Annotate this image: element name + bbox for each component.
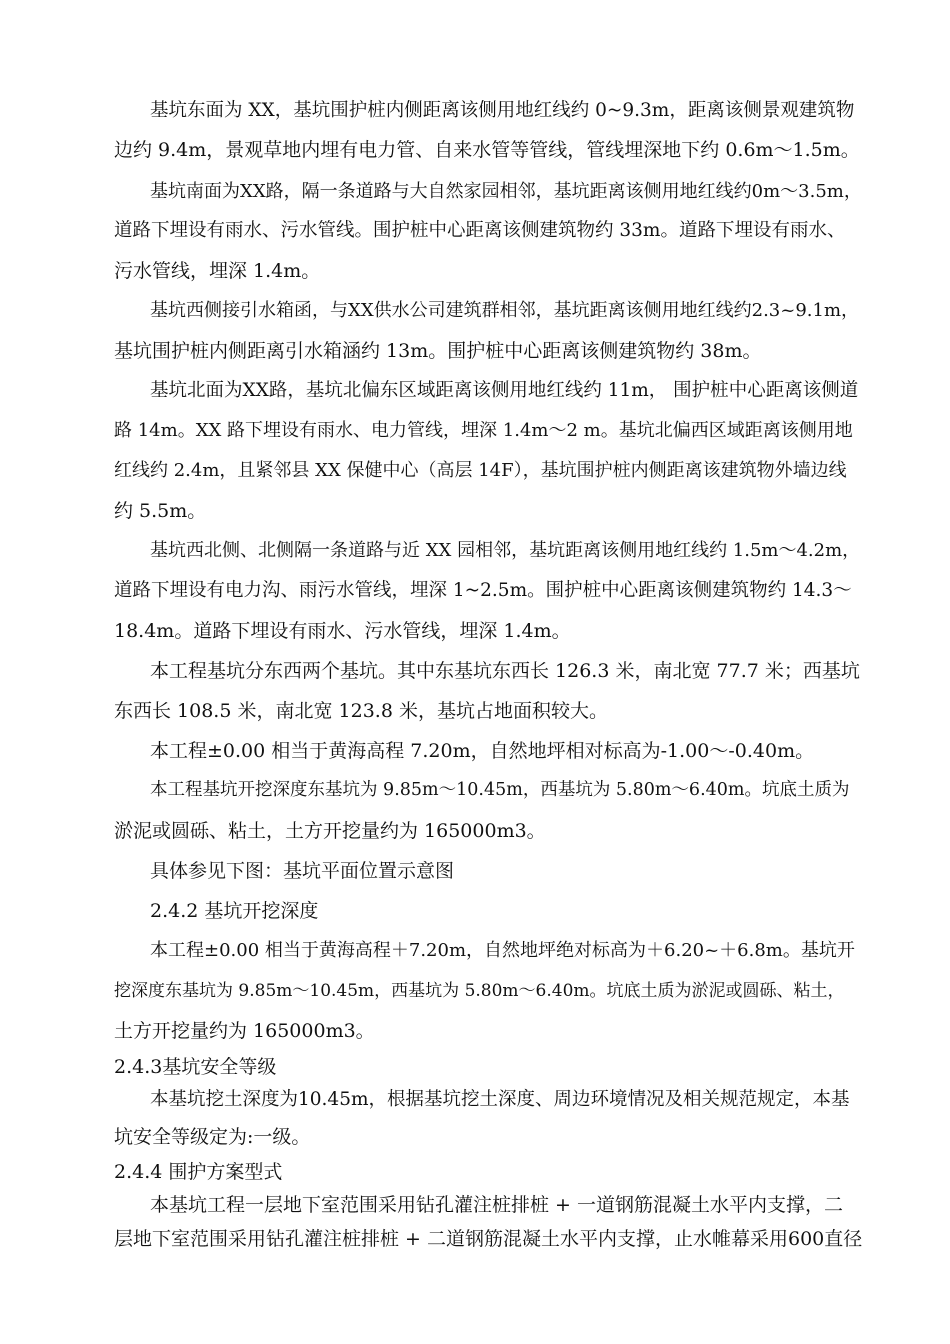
paragraph-line: 本工程基坑分东西两个基坑。其中东基坑东西长 126.3 米，南北宽 77.7 米；西基坑 [150, 660, 860, 682]
paragraph-line: 本工程基坑开挖深度东基坑为 9.85m～10.45m，西基坑为 5.80m～6.40m。坑底土质为 [150, 780, 850, 800]
paragraph-line: 基坑东面为 XX，基坑围护桩内侧距离该侧用地红线约 0~9.3m，距离该侧景观建筑物 [150, 100, 855, 121]
paragraph-line: 土方开挖量约为 165000m3。 [114, 1020, 375, 1042]
paragraph-line: 路 14m。XX 路下埋设有雨水、电力管线，埋深 1.4m～2 m。基坑北偏西区域距离该侧用地 [114, 420, 853, 441]
paragraph-line: 基坑南面为XX路，隔一条道路与大自然家园相邻，基坑距离该侧用地红线约0m～3.5m， [150, 181, 862, 202]
paragraph-line: 约 5.5m。 [114, 500, 207, 522]
paragraph-line: 道路下埋设有雨水、污水管线。围护桩中心距离该侧建筑物约 33m。道路下埋设有雨水、 [114, 220, 846, 241]
paragraph-line: 具体参见下图：基坑平面位置示意图 [150, 860, 455, 882]
paragraph-line: 污水管线，埋深 1.4m。 [114, 260, 321, 282]
paragraph-line: 本工程±0.00 相当于黄海高程 7.20m，自然地坪相对标高为-1.00～-0.40m。 [150, 740, 815, 762]
paragraph-line: 本基坑挖土深度为10.45m，根据基坑挖土深度、周边环境情况及相关规范规定，本基 [150, 1089, 850, 1110]
paragraph-line: 本基坑工程一层地下室范围采用钻孔灌注桩排桩 + 一道钢筋混凝土水平内支撑，二 [150, 1194, 844, 1216]
section-heading: 2.4.3基坑安全等级 [114, 1056, 277, 1078]
paragraph-line: 红线约 2.4m，且紧邻县 XX 保健中心（高层 14F），基坑围护桩内侧距离该建筑物外墙边线 [114, 460, 847, 481]
paragraph-line: 基坑西侧接引水箱函，与XX供水公司建筑群相邻，基坑距离该侧用地红线约2.3~9.1m， [150, 300, 860, 321]
section-heading: 2.4.4 围护方案型式 [114, 1161, 283, 1183]
section-heading: 2.4.2 基坑开挖深度 [150, 900, 319, 922]
paragraph-line: 挖深度东基坑为 9.85m～10.45m，西基坑为 5.80m～6.40m。坑底土质为淤泥或圆砾、粘土， [114, 981, 845, 1001]
paragraph-line: 本工程±0.00 相当于黄海高程＋7.20m，自然地坪绝对标高为＋6.20~＋6.8m。基坑开 [150, 940, 855, 961]
paragraph-line: 东西长 108.5 米，南北宽 123.8 米，基坑占地面积较大。 [114, 700, 608, 722]
paragraph-line: 18.4m。道路下埋设有雨水、污水管线，埋深 1.4m。 [114, 620, 571, 642]
paragraph-line: 淤泥或圆砾、粘土，土方开挖量约为 165000m3。 [114, 820, 546, 842]
paragraph-line: 道路下埋设有电力沟、雨污水管线，埋深 1~2.5m。围护桩中心距离该侧建筑物约 14.3～ [114, 580, 852, 601]
paragraph-line: 层地下室范围采用钻孔灌注桩排桩 + 二道钢筋混凝土水平内支撑，止水帷幕采用600直径 [114, 1228, 863, 1250]
paragraph-line: 坑安全等级定为:一级。 [114, 1126, 311, 1148]
paragraph-line: 基坑北面为XX路，基坑北偏东区域距离该侧用地红线约 11m， 围护桩中心距离该侧道 [150, 380, 859, 401]
paragraph-line: 基坑西北侧、北侧隔一条道路与近 XX 园相邻，基坑距离该侧用地红线约 1.5m～4.2m， [150, 540, 861, 561]
paragraph-line: 边约 9.4m，景观草地内埋有电力管、自来水管等管线，管线埋深地下约 0.6m～1.5m。 [114, 139, 860, 161]
paragraph-line: 基坑围护桩内侧距离引水箱涵约 13m。围护桩中心距离该侧建筑物约 38m。 [114, 340, 762, 362]
